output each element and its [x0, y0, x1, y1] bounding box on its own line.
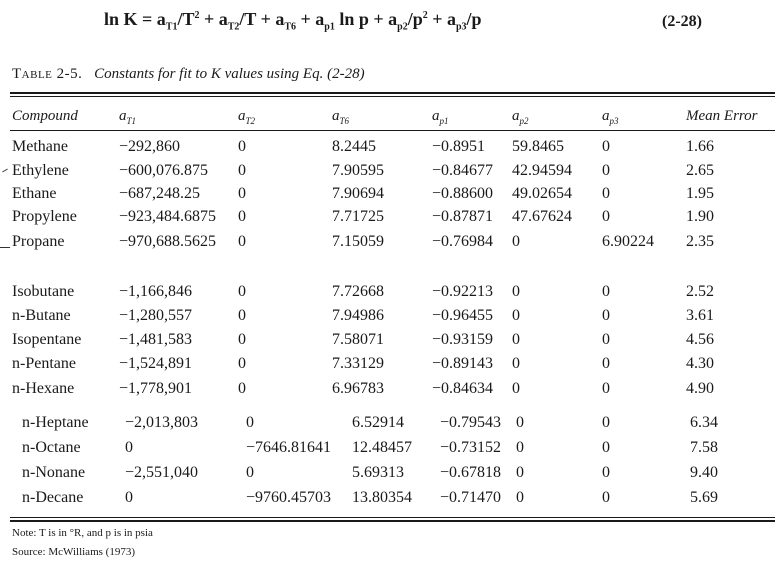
table-cell: −0.88600 — [432, 185, 494, 202]
table-cell: −600,076.875 — [119, 162, 209, 179]
table-cell: 2.35 — [686, 233, 714, 250]
compound-name: n-Hexane — [12, 380, 75, 397]
table-cell: −970,688.5625 — [119, 233, 217, 250]
table-cell: 7.71725 — [332, 208, 384, 225]
table-cell: 0 — [512, 331, 520, 348]
table-cell: 12.48457 — [352, 439, 412, 456]
table-cell: 1.95 — [686, 185, 714, 202]
compound-name: Ethane — [12, 185, 57, 202]
compound-name: n-Butane — [12, 307, 71, 324]
table-cell: 0 — [238, 233, 246, 250]
compound-name: n-Octane — [22, 439, 81, 456]
table-cell: 7.72668 — [332, 283, 384, 300]
column-header: $a_{p2}$ — [512, 108, 529, 126]
table-cell: 49.02654 — [512, 185, 572, 202]
table-cell: −9760.45703 — [246, 489, 332, 506]
table-cell: 7.58071 — [332, 331, 384, 348]
top-rule-thick — [10, 92, 775, 94]
table-cell: 0 — [238, 283, 246, 300]
table-cell: 7.33129 — [332, 355, 384, 372]
table-cell: −0.8951 — [432, 138, 486, 155]
table-cell: 0 — [602, 380, 610, 397]
compound-name: Methane — [12, 138, 68, 155]
table-cell: 6.96783 — [332, 380, 384, 397]
table-cell: 0 — [246, 464, 254, 481]
table-cell: 2.52 — [686, 283, 714, 300]
table-cell: 0 — [602, 331, 610, 348]
table-cell: −0.67818 — [440, 464, 502, 481]
table-cell: 6.52914 — [352, 414, 404, 431]
table-cell: 9.40 — [690, 464, 718, 481]
column-header: $a_{T2}$ — [238, 108, 256, 126]
equation-number: (2-28) — [662, 13, 702, 30]
table-cell: −1,481,583 — [119, 331, 193, 348]
equation: $\ln K = a_{T1}/T^2 + a_{T2}/T + a_{T6} + a_{p1}$ $\ln p + a_{p2}/p^2 + a_{p3}/p$ — [104, 9, 482, 33]
table-cell: 4.30 — [686, 355, 714, 372]
table-cell: 7.90595 — [332, 162, 384, 179]
table-cell: 0 — [125, 439, 133, 456]
table-cell: 47.67624 — [512, 208, 572, 225]
table-cell: 0 — [602, 414, 610, 431]
table-cell: −0.73152 — [440, 439, 502, 456]
table-cell: −0.84634 — [432, 380, 494, 397]
table-cell: −0.87871 — [432, 208, 494, 225]
table-cell: −0.96455 — [432, 307, 494, 324]
table-cell: 0 — [602, 439, 610, 456]
compound-name: n-Nonane — [22, 464, 86, 481]
column-header: $a_{p1}$ — [432, 108, 449, 126]
table-cell: 0 — [238, 208, 246, 225]
table-cell: 0 — [238, 331, 246, 348]
bottom-rule-thin — [10, 517, 775, 518]
column-header: $a_{T1}$ — [119, 108, 137, 126]
table-cell: 0 — [516, 489, 524, 506]
table-cell: 0 — [238, 138, 246, 155]
table-cell: 0 — [512, 233, 520, 250]
table-cell: 0 — [125, 489, 133, 506]
compound-name: Propylene — [12, 208, 77, 225]
table-cell: 7.15059 — [332, 233, 384, 250]
compound-name: n-Decane — [22, 489, 84, 506]
table-cell: 0 — [246, 414, 254, 431]
table-cell: 5.69 — [690, 489, 718, 506]
table-cell: −0.93159 — [432, 331, 494, 348]
table-cell: −1,166,846 — [119, 283, 193, 300]
table-cell: 1.90 — [686, 208, 714, 225]
table-cell: 4.90 — [686, 380, 714, 397]
column-header: Mean Error — [686, 108, 758, 124]
table-cell: 0 — [238, 307, 246, 324]
table-cell: 4.56 — [686, 331, 714, 348]
table-cell: 7.58 — [690, 439, 718, 456]
header-rule — [10, 130, 775, 131]
table-cell: 0 — [602, 307, 610, 324]
column-header: $a_{T6}$ — [332, 108, 350, 126]
table-cell: 0 — [516, 439, 524, 456]
table-cell: 0 — [238, 380, 246, 397]
compound-name: n-Heptane — [22, 414, 89, 431]
table-cell: 0 — [512, 380, 520, 397]
table-cell: 59.8465 — [512, 138, 564, 155]
table-cell: −1,280,557 — [119, 307, 193, 324]
table-cell: 0 — [602, 138, 610, 155]
table-cell: 0 — [602, 185, 610, 202]
compound-name: n-Pentane — [12, 355, 76, 372]
table-cell: −0.76984 — [432, 233, 494, 250]
table-cell: −1,778,901 — [119, 380, 193, 397]
table-cell: 0 — [512, 307, 520, 324]
table-cell: 0 — [516, 464, 524, 481]
table-note: Note: T is in °R, and p is in psia — [12, 527, 153, 539]
table-cell: −0.71470 — [440, 489, 502, 506]
table-cell: 0 — [602, 283, 610, 300]
table-cell: 5.69313 — [352, 464, 404, 481]
top-rule-thin — [10, 96, 775, 97]
table-cell: −7646.81641 — [246, 439, 332, 456]
margin-mark — [0, 247, 10, 248]
compound-name: Isobutane — [12, 283, 75, 300]
table-cell: 7.94986 — [332, 307, 384, 324]
table-cell: 0 — [512, 283, 520, 300]
table-cell: −2,013,803 — [125, 414, 199, 431]
table-cell: 0 — [238, 185, 246, 202]
table-cell: 0 — [238, 355, 246, 372]
table-cell: −923,484.6875 — [119, 208, 217, 225]
table-caption — [12, 66, 365, 83]
table-cell: 0 — [602, 162, 610, 179]
table-cell: 0 — [602, 355, 610, 372]
table-cell: 6.90224 — [602, 233, 654, 250]
margin-mark — [2, 169, 8, 173]
table-cell: 8.2445 — [332, 138, 376, 155]
table-source: Source: McWilliams (1973) — [12, 546, 135, 558]
table-cell: 0 — [512, 355, 520, 372]
table-cell: 0 — [602, 208, 610, 225]
table-title: Constants for fit to K values using Eq. (2-28) — [94, 66, 365, 82]
table-cell: 0 — [516, 414, 524, 431]
table-cell: 6.34 — [690, 414, 718, 431]
table-label: Table 2-5. — [12, 66, 83, 82]
table-cell: −0.84677 — [432, 162, 494, 179]
table-cell: 0 — [238, 162, 246, 179]
table-cell: −0.79543 — [440, 414, 502, 431]
table-cell: 0 — [602, 489, 610, 506]
table-cell: −1,524,891 — [119, 355, 193, 372]
table-cell: −687,248.25 — [119, 185, 201, 202]
column-header: Compound — [12, 108, 78, 124]
table-cell: 2.65 — [686, 162, 714, 179]
compound-name: Ethylene — [12, 162, 69, 179]
table-cell: −292,860 — [119, 138, 181, 155]
column-header: $a_{p3}$ — [602, 108, 619, 126]
table-cell: −0.92213 — [432, 283, 494, 300]
table-cell: −0.89143 — [432, 355, 494, 372]
table-cell: 1.66 — [686, 138, 714, 155]
table-cell: 13.80354 — [352, 489, 412, 506]
table-cell: 7.90694 — [332, 185, 384, 202]
table-cell: 42.94594 — [512, 162, 572, 179]
bottom-rule-thick — [10, 520, 775, 522]
table-cell: −2,551,040 — [125, 464, 199, 481]
table-cell: 3.61 — [686, 307, 714, 324]
compound-name: Isopentane — [12, 331, 82, 348]
compound-name: Propane — [12, 233, 65, 250]
table-cell: 0 — [602, 464, 610, 481]
